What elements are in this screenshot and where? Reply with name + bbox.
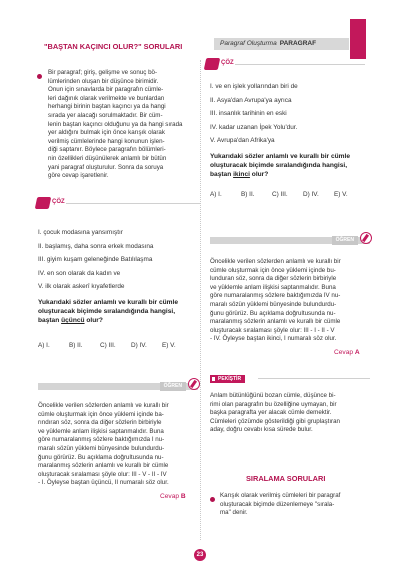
header-topic: PARAGRAF bbox=[279, 40, 317, 47]
text-line: cümle oluşturmak için önce yüklemi içinde ba- bbox=[38, 410, 164, 418]
pencil-icon bbox=[35, 197, 52, 209]
intro-paragraph bbox=[48, 69, 194, 181]
fragment-item: II. başlamış, daha sonra erkek modasına bbox=[38, 242, 154, 250]
page-number: 23 bbox=[194, 549, 206, 561]
text-line: ğunu görürüz. Bu açıklama doğrultusunda nu- bbox=[38, 453, 164, 461]
text-line: yer aldığını bulmak için önce karışık olarak bbox=[48, 129, 165, 137]
fragment-item: III. giyim kuşam geleneğinde Batılılaşma bbox=[38, 256, 153, 264]
answer-option[interactable]: D) IV. bbox=[131, 342, 147, 349]
answer-option[interactable]: A) I. bbox=[210, 191, 222, 198]
siralama-title: SIRALAMA SORULARI bbox=[246, 474, 326, 483]
answer-options bbox=[38, 342, 176, 349]
sentence-fragments bbox=[38, 226, 153, 294]
text-line: ma" denir. bbox=[220, 509, 248, 517]
fragment-item: IV. en son olarak da kadın ve bbox=[38, 269, 121, 277]
coz-label: ÇÖZ bbox=[221, 60, 234, 66]
text-line: ve yüklemle anlam ilişkisi saptanmalıdır. Buna bbox=[210, 283, 336, 291]
ogren-label: ÖĞREN bbox=[332, 236, 358, 245]
text-line: oluşturacak sıralaması şöyle olur: III - V - II - IV bbox=[38, 470, 167, 478]
question-end: olur? bbox=[249, 171, 269, 178]
text-line: Öncelikle verilen sözlerden anlamlı ve kurallı bir bbox=[210, 258, 341, 265]
divider-line bbox=[235, 64, 365, 65]
question-end: olur? bbox=[84, 317, 103, 324]
question-stem: Yukarıdaki sözler anlamlı ve kurallı bir cümle oluşturacak biçimde sıralandığında hangisi, baştan bbox=[38, 299, 178, 324]
text-line: Anlam bütünlüğünü bozan cümle, düşünce bi- bbox=[210, 392, 336, 399]
header-tab-marker bbox=[350, 19, 366, 59]
question-stem: Yukarıdaki sözler anlamlı ve kurallı bir cümle oluşturacak biçimde sıralandığında hangisi, baştan bbox=[210, 153, 350, 178]
question-text bbox=[38, 298, 196, 325]
answer-value: B bbox=[180, 493, 186, 500]
text-line: - IV. Öyleyse baştan ikinci, I numaralı söz olur. bbox=[210, 335, 337, 343]
ogren-label: ÖĞREN bbox=[160, 382, 186, 391]
text-line: - I. Öyleyse baştan üçüncü, II numaralı söz olur. bbox=[38, 479, 169, 487]
text-line: Onun için sınavlarda bir paragrafın cümle- bbox=[48, 86, 164, 94]
question-text-right bbox=[210, 152, 366, 179]
answer-label: Cevap bbox=[334, 349, 354, 356]
text-line: maralanmış sözlerin anlamlı ve kurallı bir cümle bbox=[38, 462, 169, 470]
answer-value: A bbox=[354, 349, 360, 356]
text-line: lenin baştan kaçıncı olduğunu ya da hangi sırada bbox=[48, 120, 183, 128]
text-line: göre cevap işaretlenir. bbox=[48, 172, 109, 180]
text-line: nin özellikleri düşünülerek anlamlı bir bütün bbox=[48, 154, 167, 162]
text-line: Öncelikle verilen sözlerden anlamlı ve kurallı bir bbox=[38, 402, 169, 409]
pekistir-label: PEKİŞTİR bbox=[210, 375, 245, 383]
pencil-icon bbox=[204, 58, 221, 70]
question-key-word: üçüncü bbox=[61, 317, 85, 324]
answer-options-right bbox=[210, 191, 348, 198]
text-line: yani paragraf oluşturulur. Sonra da soruya bbox=[48, 163, 164, 171]
ogren-bar bbox=[38, 383, 198, 390]
text-line: herhangi birinin baştan kaçıncı ya da hangi bbox=[48, 103, 166, 111]
answer-line-right bbox=[334, 349, 360, 356]
answer-option[interactable]: C) III. bbox=[272, 191, 288, 198]
text-line: lümlerinden oluşan bir düşünce birimidir. bbox=[48, 77, 159, 85]
divider-line bbox=[66, 203, 200, 204]
answer-label: Cevap bbox=[160, 493, 180, 500]
text-line: Bir paragraf; giriş, gelişme ve sonuç bö- bbox=[48, 69, 158, 76]
fragment-item: IV. kadar uzanan İpek Yolu'dur. bbox=[210, 123, 298, 131]
answer-option[interactable]: C) III. bbox=[100, 342, 116, 349]
text-line: maralanmış sözlerin anlamlı ve kurallı bir cümle bbox=[210, 318, 341, 326]
fragment-item: I. ve en işlek yollarından biri de bbox=[210, 83, 298, 90]
text-line: göre numaralanmış sözlere baktığımızda IV nu- bbox=[210, 292, 341, 300]
ogren-icon bbox=[188, 378, 200, 390]
text-line: cümle oluşturmak için önce yüklemi içinde bu- bbox=[210, 266, 336, 274]
text-line: leri dağınık olarak verilmekte ve bunlardan bbox=[48, 94, 165, 102]
text-line: aday, doğru cevabı kısa sürede bulur. bbox=[210, 426, 313, 434]
ogren-icon bbox=[360, 232, 372, 244]
solution-paragraph bbox=[38, 402, 196, 488]
section-title: "BAŞTAN KAÇINCI OLUR?" SORULARI bbox=[44, 42, 183, 51]
text-line: Karışık olarak verilmiş cümleleri bir paragraf bbox=[220, 492, 341, 499]
text-line: göre numaralanmış sözlere baktığımızda I nu- bbox=[38, 436, 165, 444]
fragment-item: V. ilk olarak askerî kıyafetlerde bbox=[38, 283, 125, 291]
coz-label: ÇÖZ bbox=[52, 199, 65, 205]
bullet-icon bbox=[37, 74, 42, 79]
text-line: Cümleleri çözümde gösterildiği gibi gruplaştıran bbox=[210, 417, 340, 425]
text-line: oluşturacak biçimde düzenlemeye "sırala- bbox=[220, 500, 335, 508]
fragment-item: I. çocuk modasına yansımıştır bbox=[38, 229, 123, 236]
ogren-bar-right bbox=[210, 237, 370, 244]
text-line: lunduran söz, sonra da diğer sözlerin birbiriyle bbox=[210, 275, 337, 283]
text-line: ve yüklemle anlam ilişkisi saptanmalıdır. Buna bbox=[38, 427, 164, 435]
answer-line bbox=[160, 493, 186, 500]
pekistir-header bbox=[210, 375, 370, 383]
question-key-word: ikinci bbox=[233, 171, 250, 178]
pekistir-paragraph bbox=[210, 392, 366, 435]
siralama-paragraph bbox=[220, 492, 366, 518]
answer-option[interactable]: D) IV. bbox=[303, 191, 319, 198]
text-line: oluşturacak sıralaması şöyle olur: III - I - II - V bbox=[210, 326, 335, 334]
header-section: Paragraf Oluşturma bbox=[220, 40, 277, 47]
answer-option[interactable]: E) V. bbox=[162, 342, 176, 349]
answer-option[interactable]: A) I. bbox=[38, 342, 50, 349]
fragment-item: III. insanlık tarihinin en eski bbox=[210, 110, 287, 118]
text-line: rındıran söz, sonra da diğer sözlerin birbiriyle bbox=[38, 419, 162, 427]
fragment-item: II. Asya'dan Avrupa'ya ayrıca bbox=[210, 96, 292, 104]
page-header bbox=[220, 39, 316, 49]
text-line: başka paragrafta yer alacak cümle demektir. bbox=[210, 409, 332, 417]
fragment-item: V. Avrupa'dan Afrika'ya bbox=[210, 137, 275, 145]
coz-header-right bbox=[205, 58, 365, 70]
divider-line bbox=[258, 378, 370, 379]
text-line: rimi olan paragrafın bu özelliğine uymayan, bir bbox=[210, 400, 337, 408]
coz-header bbox=[36, 197, 200, 209]
column-divider bbox=[200, 60, 201, 540]
bullet-icon bbox=[210, 497, 215, 502]
text-line: sırada yer alacağı sorulmaktadır. Bir cüm- bbox=[48, 111, 163, 119]
answer-option[interactable]: E) V. bbox=[334, 191, 348, 198]
sentence-fragments-right bbox=[210, 80, 298, 148]
text-line: ğunu görürüz. Bu açıklama doğrultusunda nu- bbox=[210, 309, 336, 317]
text-line: maralı sözün yüklemi bünyesinde bulundurdu- bbox=[210, 300, 337, 308]
text-line: verilmiş cümlelerinde hangi konunun işlen- bbox=[48, 137, 165, 145]
text-line: diği saptanır. Böylece paragrafın bölümleri- bbox=[48, 146, 166, 154]
answer-option[interactable]: B) II. bbox=[241, 191, 255, 198]
solution-paragraph-right bbox=[210, 258, 366, 344]
text-line: maralı sözün yüklemi bünyesinde bulundurdu- bbox=[38, 444, 165, 452]
answer-option[interactable]: B) II. bbox=[69, 342, 83, 349]
